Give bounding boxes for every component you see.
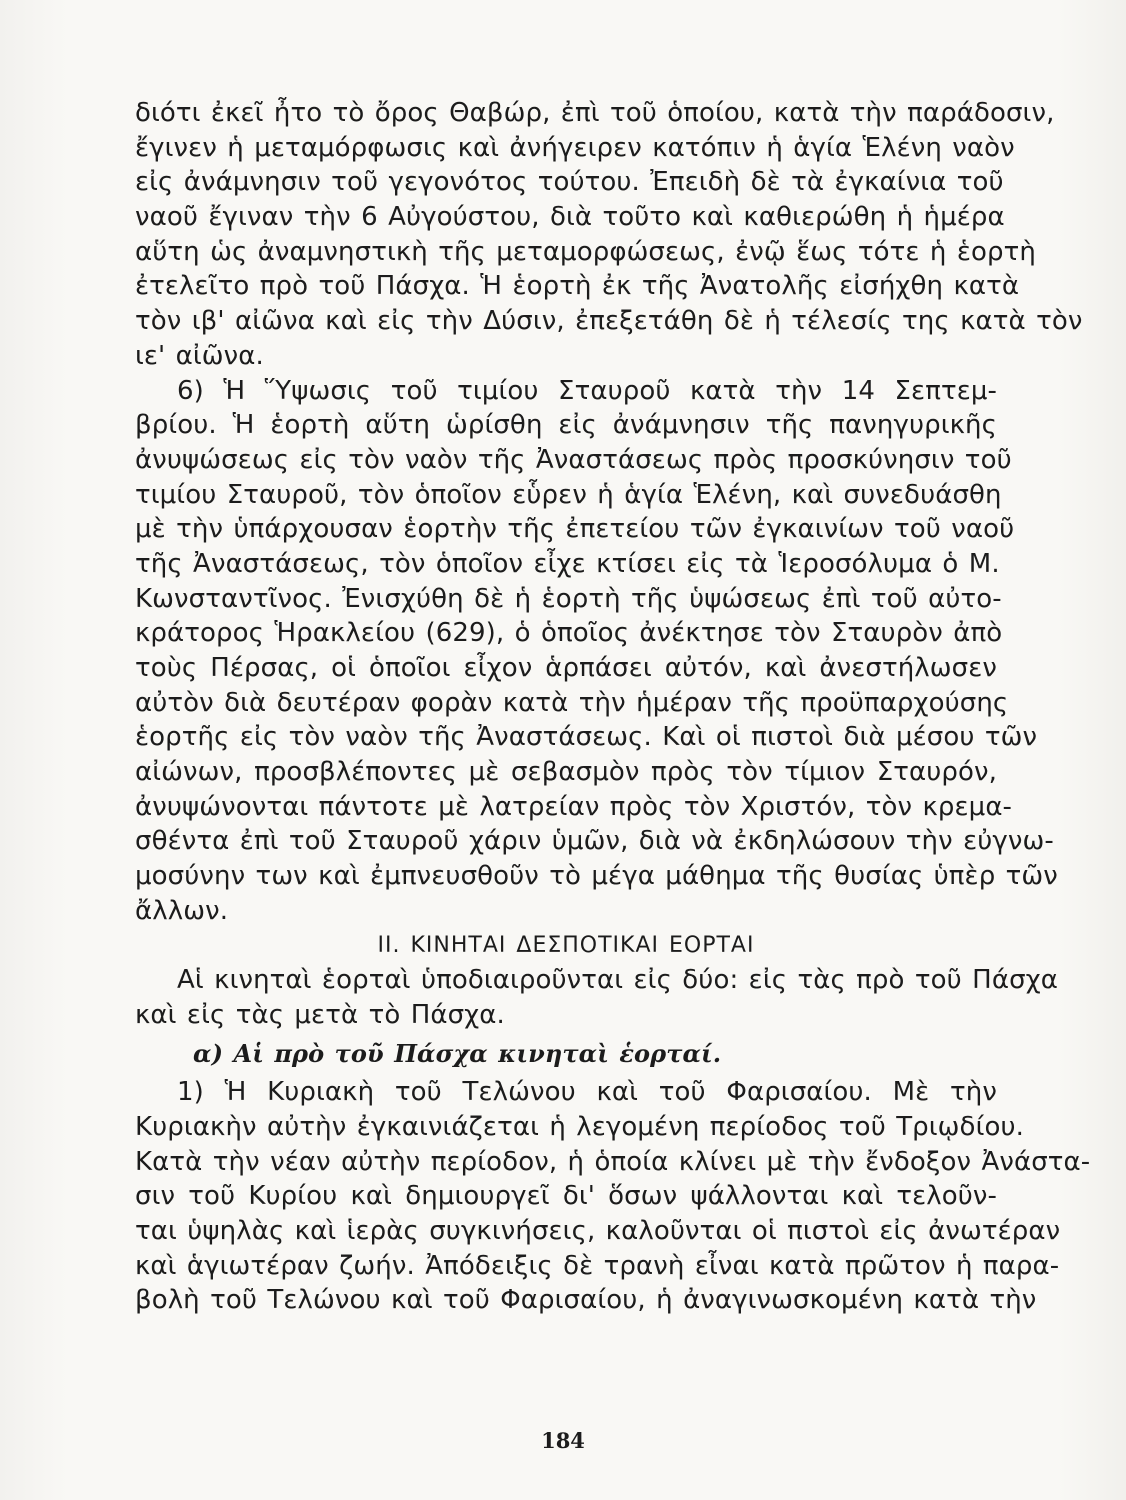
chapter-heading: ΙΙ. ΚΙΝΗΤΑΙ ΔΕΣΠΟΤΙΚΑΙ ΕΟΡΤΑΙ [377,932,755,958]
text-line: αὕτη ὡς ἀναμνηστικὴ τῆς μεταμορφώσεως, ἐνῷ ἕως τότε ἡ ἑορτὴ [135,236,1036,267]
text-line: ἀνυψώνονται πάντοτε μὲ λατρείαν πρὸς τὸν Χριστόν, τὸν κρεμα- [135,791,1013,822]
subsection-heading: α) Αἱ πρὸ τοῦ Πάσχα κινηταὶ ἑορταί. [193,1038,722,1068]
text-line: ἑορτῆς εἰς τὸν ναὸν τῆς Ἀναστάσεως. Καὶ οἱ πιστοὶ διὰ μέσου τῶν [135,722,1038,753]
page-number: 184 [541,1428,585,1453]
text-line: Κατὰ τὴν νέαν αὐτὴν περίοδον, ἡ ὁποία κλίνει μὲ τὴν ἔνδοξον Ἀνάστα- [135,1146,1091,1177]
section-heading-line: 1) Ἡ Κυριακὴ τοῦ Τελώνου καὶ τοῦ Φαρισαίου. Μὲ τὴν [177,1077,997,1108]
text-line: αἰώνων, προσβλέποντες μὲ σεβασμὸν πρὸς τὸν τίμιον Σταυρόν, [135,757,997,788]
text-line: διότι ἐκεῖ ἦτο τὸ ὄρος Θαβώρ, ἐπὶ τοῦ ὁποίου, κατὰ τὴν παράδοσιν, [135,98,1055,128]
text-line: εἰς ἀνάμνησιν τοῦ γεγονότος τούτου. Ἐπειδὴ δὲ τὰ ἐγκαίνια τοῦ [135,167,1004,198]
section-heading-line: 6) Ἡ Ὕψωσις τοῦ τιμίου Σταυροῦ κατὰ τὴν 14 Σεπτεμ- [177,375,997,406]
text-line: καὶ ἁγιωτέραν ζωήν. Ἀπόδειξις δὲ τρανὴ εἶναι κατὰ πρῶτον ἡ παρα- [135,1250,1060,1281]
text-line: ται ὑψηλὰς καὶ ἱερὰς συγκινήσεις, καλοῦνται οἱ πιστοὶ εἰς ἀνωτέραν [135,1216,1061,1246]
text-line: τιμίου Σταυροῦ, τὸν ὁποῖον εὗρεν ἡ ἁγία Ἑλένη, καὶ συνεδυάσθη [135,479,1002,510]
text-line: Κωνσταντῖνος. Ἐνισχύθη δὲ ἡ ἑορτὴ τῆς ὑψώσεως ἐπὶ τοῦ αὐτο- [135,583,1002,614]
text-line: μὲ τὴν ὑπάρχουσαν ἑορτὴν τῆς ἐπετείου τῶν ἐγκαινίων τοῦ ναοῦ [135,514,1015,545]
text-line: Κυριακὴν αὐτὴν ἐγκαινιάζεται ἡ λεγομένη περίοδος τοῦ Τριῳδίου. [135,1111,1024,1142]
text-line: μοσύνην των καὶ ἐμπνευσθοῦν τὸ μέγα μάθημα τῆς θυσίας ὑπὲρ τῶν [135,861,1058,892]
text-line: τῆς Ἀναστάσεως, τὸν ὁποῖον εἶχε κτίσει εἰς τὰ Ἱεροσόλυμα ὁ Μ. [135,548,1000,579]
text-line: Αἱ κινηταὶ ἑορταὶ ὑποδιαιροῦνται εἰς δύο: εἰς τὰς πρὸ τοῦ Πάσχα [177,965,1058,996]
text-line: ιε' αἰῶνα. [135,340,264,371]
text-line: βρίου. Ἡ ἑορτὴ αὕτη ὡρίσθη εἰς ἀνάμνησιν τῆς πανηγυρικῆς [135,410,997,441]
text-line: ἀνυψώσεως εἰς τὸν ναὸν τῆς Ἀναστάσεως πρὸς προσκύνησιν τοῦ [135,444,1012,475]
body-text [135,96,1091,1318]
text-line: ἐτελεῖτο πρὸ τοῦ Πάσχα. Ἡ ἑορτὴ ἐκ τῆς Ἀνατολῆς εἰσήχθη κατὰ [135,271,1020,302]
text-line: αὐτὸν διὰ δευτέραν φορὰν κατὰ τὴν ἡμέραν τῆς προϋπαρχούσης [135,687,1009,718]
text-line: ναοῦ ἔγιναν τὴν 6 Αὐγούστου, διὰ τοῦτο καὶ καθιερώθη ἡ ἡμέρα [135,202,1005,233]
text-line: σιν τοῦ Κυρίου καὶ δημιουργεῖ δι' ὅσων ψάλλονται καὶ τελοῦν- [135,1181,997,1212]
text-line: βολὴ τοῦ Τελώνου καὶ τοῦ Φαρισαίου, ἡ ἀναγινωσκομένη κατὰ τὴν [135,1285,1037,1316]
text-line: τοὺς Πέρσας, οἱ ὁποῖοι εἶχον ἁρπάσει αὐτόν, καὶ ἀνεστήλωσεν [135,653,997,683]
text-line: σθέντα ἐπὶ τοῦ Σταυροῦ χάριν ὑμῶν, διὰ νὰ ἐκδηλώσουν τὴν εὐγνω- [135,826,1054,857]
text-line: τὸν ιβ' αἰῶνα καὶ εἰς τὴν Δύσιν, ἐπεξετάθη δὲ ἡ τέλεσίς της κατὰ τὸν [135,306,1083,337]
text-line: ἔγινεν ἡ μεταμόρφωσις καὶ ἀνήγειρεν κατόπιν ἡ ἁγία Ἑλένη ναὸν [135,132,1015,163]
text-line: ἄλλων. [135,895,229,926]
text-line: καὶ εἰς τὰς μετὰ τὸ Πάσχα. [135,999,505,1030]
text-line: κράτορος Ἡρακλείου (629), ὁ ὁποῖος ἀνέκτησε τὸν Σταυρὸν ἀπὸ [135,618,1003,649]
